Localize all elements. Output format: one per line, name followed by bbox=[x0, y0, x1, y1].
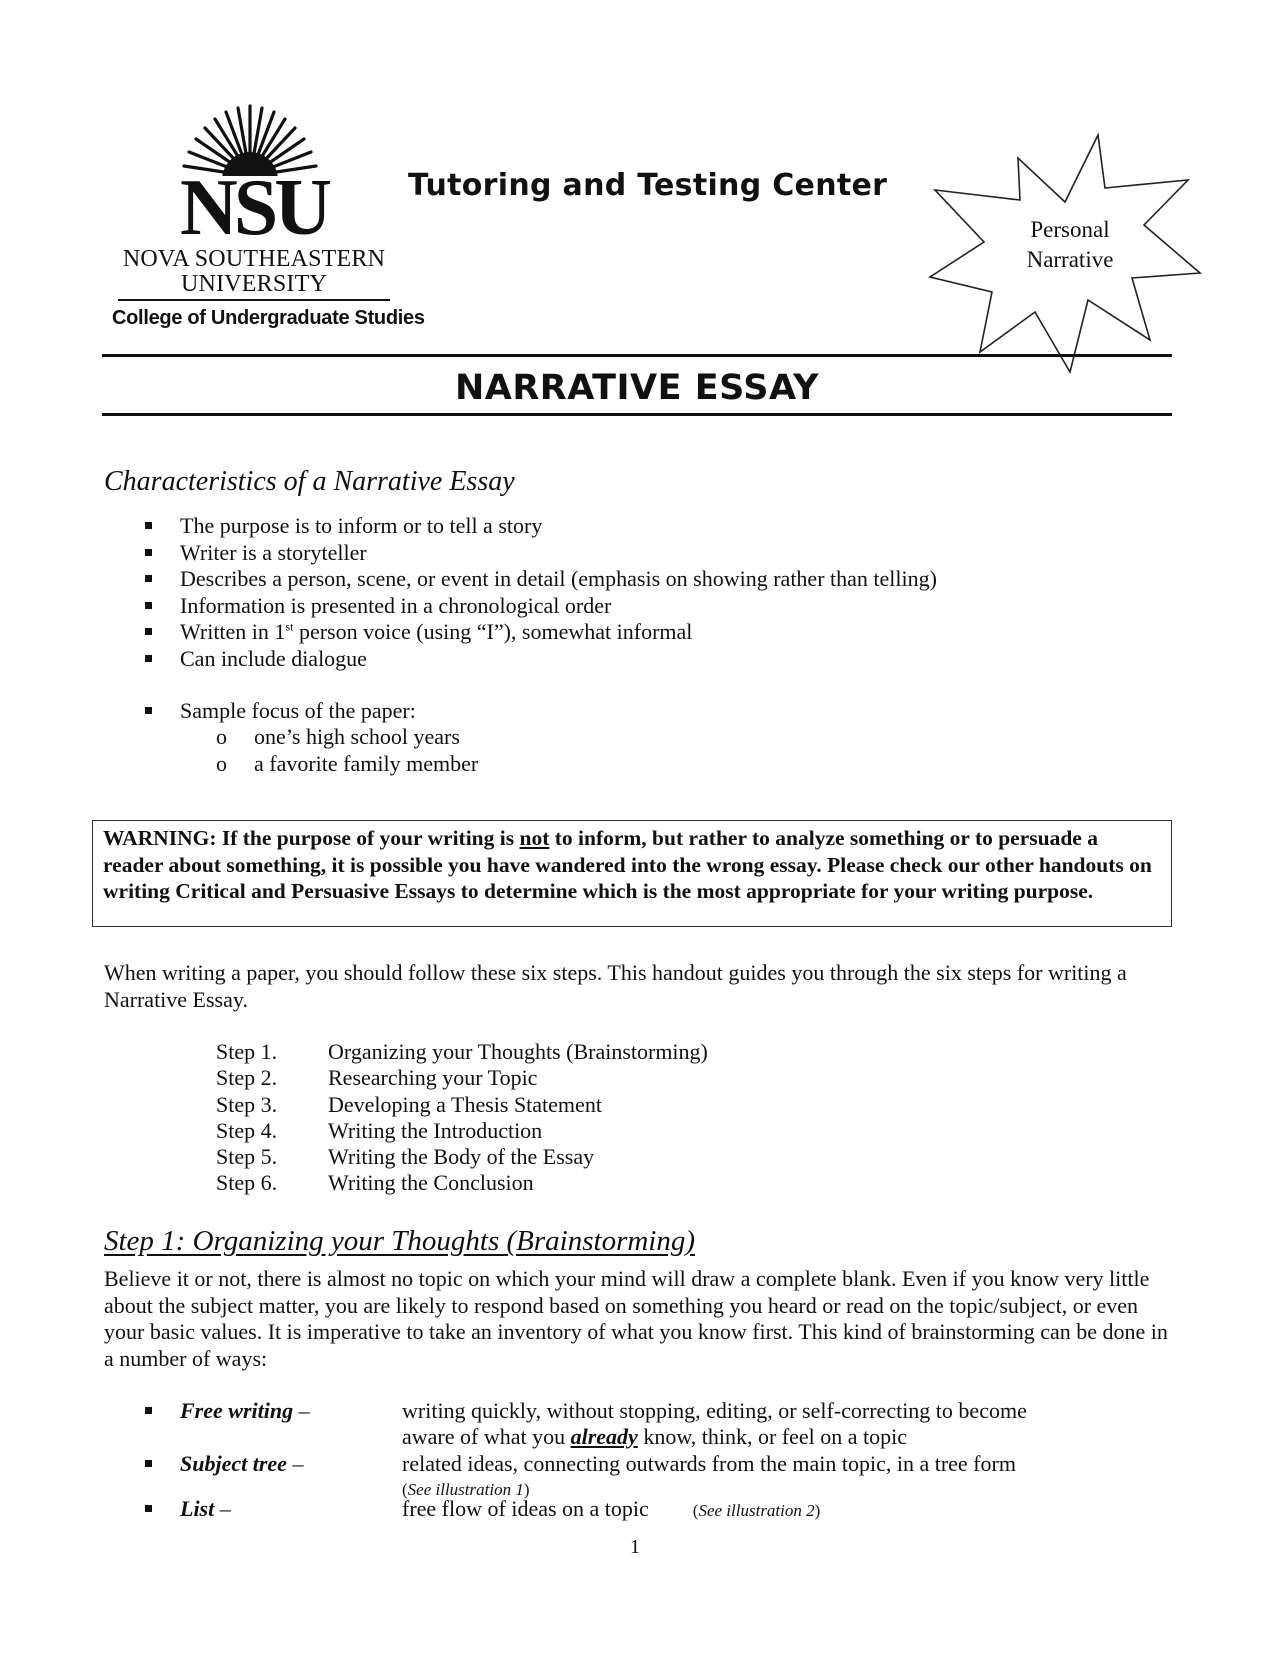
title-rule-bottom bbox=[102, 413, 1172, 416]
superscript: st bbox=[285, 619, 294, 634]
page-title: NARRATIVE ESSAY bbox=[454, 368, 820, 408]
list-item bbox=[216, 1065, 708, 1091]
step-label: Writing the Conclusion bbox=[328, 1170, 534, 1196]
warning-box bbox=[92, 820, 1172, 927]
method-term-text: List bbox=[180, 1496, 215, 1521]
list-item bbox=[140, 619, 937, 646]
logo-divider bbox=[118, 299, 390, 301]
page-number: 1 bbox=[630, 1536, 640, 1558]
step-label: Developing a Thesis Statement bbox=[328, 1091, 602, 1117]
warning-text: WARNING: If the purpose of your writing is bbox=[103, 826, 520, 850]
step-number: Step 6. bbox=[216, 1170, 278, 1196]
method-dash: – bbox=[286, 1451, 304, 1476]
step-label: Researching your Topic bbox=[328, 1065, 538, 1091]
step-number: Step 1. bbox=[216, 1039, 278, 1064]
title-rule-top bbox=[102, 354, 1172, 357]
method-description-emphasis: already bbox=[570, 1424, 638, 1449]
step1-heading: Step 1: Organizing your Thoughts (Brainstorming) bbox=[104, 1225, 696, 1257]
illustration-note: (See illustration 2) bbox=[692, 1501, 821, 1520]
list-item: Sample focus of the paper: bbox=[140, 698, 416, 725]
intro-paragraph: When writing a paper, you should follow these six steps. This handout guides you through the six steps for writing a Narrative Essay. bbox=[104, 960, 1127, 1012]
badge-line1: Personal bbox=[1030, 217, 1110, 242]
logo-college-name: College of Undergraduate Studies bbox=[112, 307, 425, 329]
method-description-text: related ideas, connecting outwards from the main topic, in a tree form bbox=[402, 1451, 1016, 1476]
list-item: o one’s high school years bbox=[216, 724, 478, 751]
list-item: Writer is a storyteller bbox=[140, 540, 937, 567]
method-description bbox=[402, 1496, 1062, 1524]
list-item: Describes a person, scene, or event in detail (emphasis on showing rather than telling) bbox=[140, 566, 937, 593]
method-description-text: know, think, or feel on a topic bbox=[637, 1424, 908, 1449]
logo-acronym: NSU bbox=[180, 164, 329, 252]
illustration-note-text: See illustration 1 bbox=[407, 1480, 524, 1499]
method-term bbox=[180, 1398, 310, 1424]
list-item bbox=[216, 1039, 708, 1065]
list-item: The purpose is to inform or to tell a story bbox=[140, 513, 937, 540]
method-dash: – bbox=[293, 1398, 310, 1423]
method-dash: – bbox=[214, 1496, 231, 1521]
step1-paragraph: Believe it or not, there is almost no topic on which your mind will draw a complete blank. Even if you know very little about the subject matter, you are likely to respond based on something you heard or read on the topic/subject, or even your basic values. It is imperative to take an inventory of what you know first. This kind of brainstorming can be done in a number of ways: bbox=[104, 1266, 1168, 1371]
warning-emphasis: not bbox=[519, 826, 550, 850]
step-number: Step 2. bbox=[216, 1065, 278, 1091]
bullet-icon bbox=[145, 1460, 152, 1467]
badge-line2: Narrative bbox=[1026, 247, 1114, 272]
warning-text: to inform, but rather to analyze something or to persuade a reader about something, it is possible you have wandered into the wrong essay. Please check our other handouts on writing Critical and Persuasive Essays to determine which is the most appropriate for your writing purpose. bbox=[103, 826, 1152, 903]
method-description bbox=[402, 1398, 1062, 1450]
step-label: Writing the Body of the Essay bbox=[328, 1144, 595, 1170]
illustration-note-text: See illustration 2 bbox=[698, 1501, 815, 1520]
method-description-text: free flow of ideas on a topic bbox=[402, 1496, 649, 1521]
logo-university-line2: UNIVERSITY bbox=[181, 271, 327, 297]
list-item: Information is presented in a chronological order bbox=[140, 593, 937, 620]
list-item: Can include dialogue bbox=[140, 646, 937, 673]
step-label: Organizing your Thoughts (Brainstorming) bbox=[328, 1039, 708, 1064]
method-term bbox=[180, 1451, 303, 1477]
list-item bbox=[216, 1118, 708, 1144]
badge-label bbox=[1000, 215, 1140, 275]
logo-university-name bbox=[118, 247, 390, 297]
characteristics-list bbox=[140, 513, 937, 672]
list-item bbox=[216, 1092, 708, 1118]
list-item-text: Written in 1 bbox=[180, 619, 286, 644]
method-description-text: writing quickly, without stopping, editing, or self-correcting to become aware of what you bbox=[402, 1398, 1027, 1449]
characteristics-heading: Characteristics of a Narrative Essay bbox=[104, 466, 515, 497]
step-number: Step 3. bbox=[216, 1091, 278, 1117]
sample-focus-sublist bbox=[216, 724, 478, 777]
logo-university-line1: NOVA SOUTHEASTERN bbox=[122, 246, 386, 272]
step-number: Step 5. bbox=[216, 1144, 278, 1170]
method-term bbox=[180, 1496, 231, 1522]
list-item-text: person voice (using “I”), somewhat informal bbox=[293, 619, 693, 644]
steps-list bbox=[216, 1039, 708, 1197]
center-title: Tutoring and Testing Center bbox=[408, 168, 888, 203]
method-term-text: Free writing bbox=[180, 1398, 294, 1423]
step-label: Writing the Introduction bbox=[328, 1117, 543, 1143]
list-item bbox=[216, 1144, 708, 1170]
sample-focus-list bbox=[140, 698, 416, 725]
list-item bbox=[216, 1170, 708, 1196]
illustration-note: (See illustration 1) bbox=[402, 1480, 530, 1499]
list-item: o a favorite family member bbox=[216, 751, 478, 778]
bullet-icon bbox=[145, 1407, 152, 1414]
step-number: Step 4. bbox=[216, 1117, 278, 1143]
method-term-text: Subject tree bbox=[180, 1451, 287, 1476]
bullet-icon bbox=[145, 1505, 152, 1512]
